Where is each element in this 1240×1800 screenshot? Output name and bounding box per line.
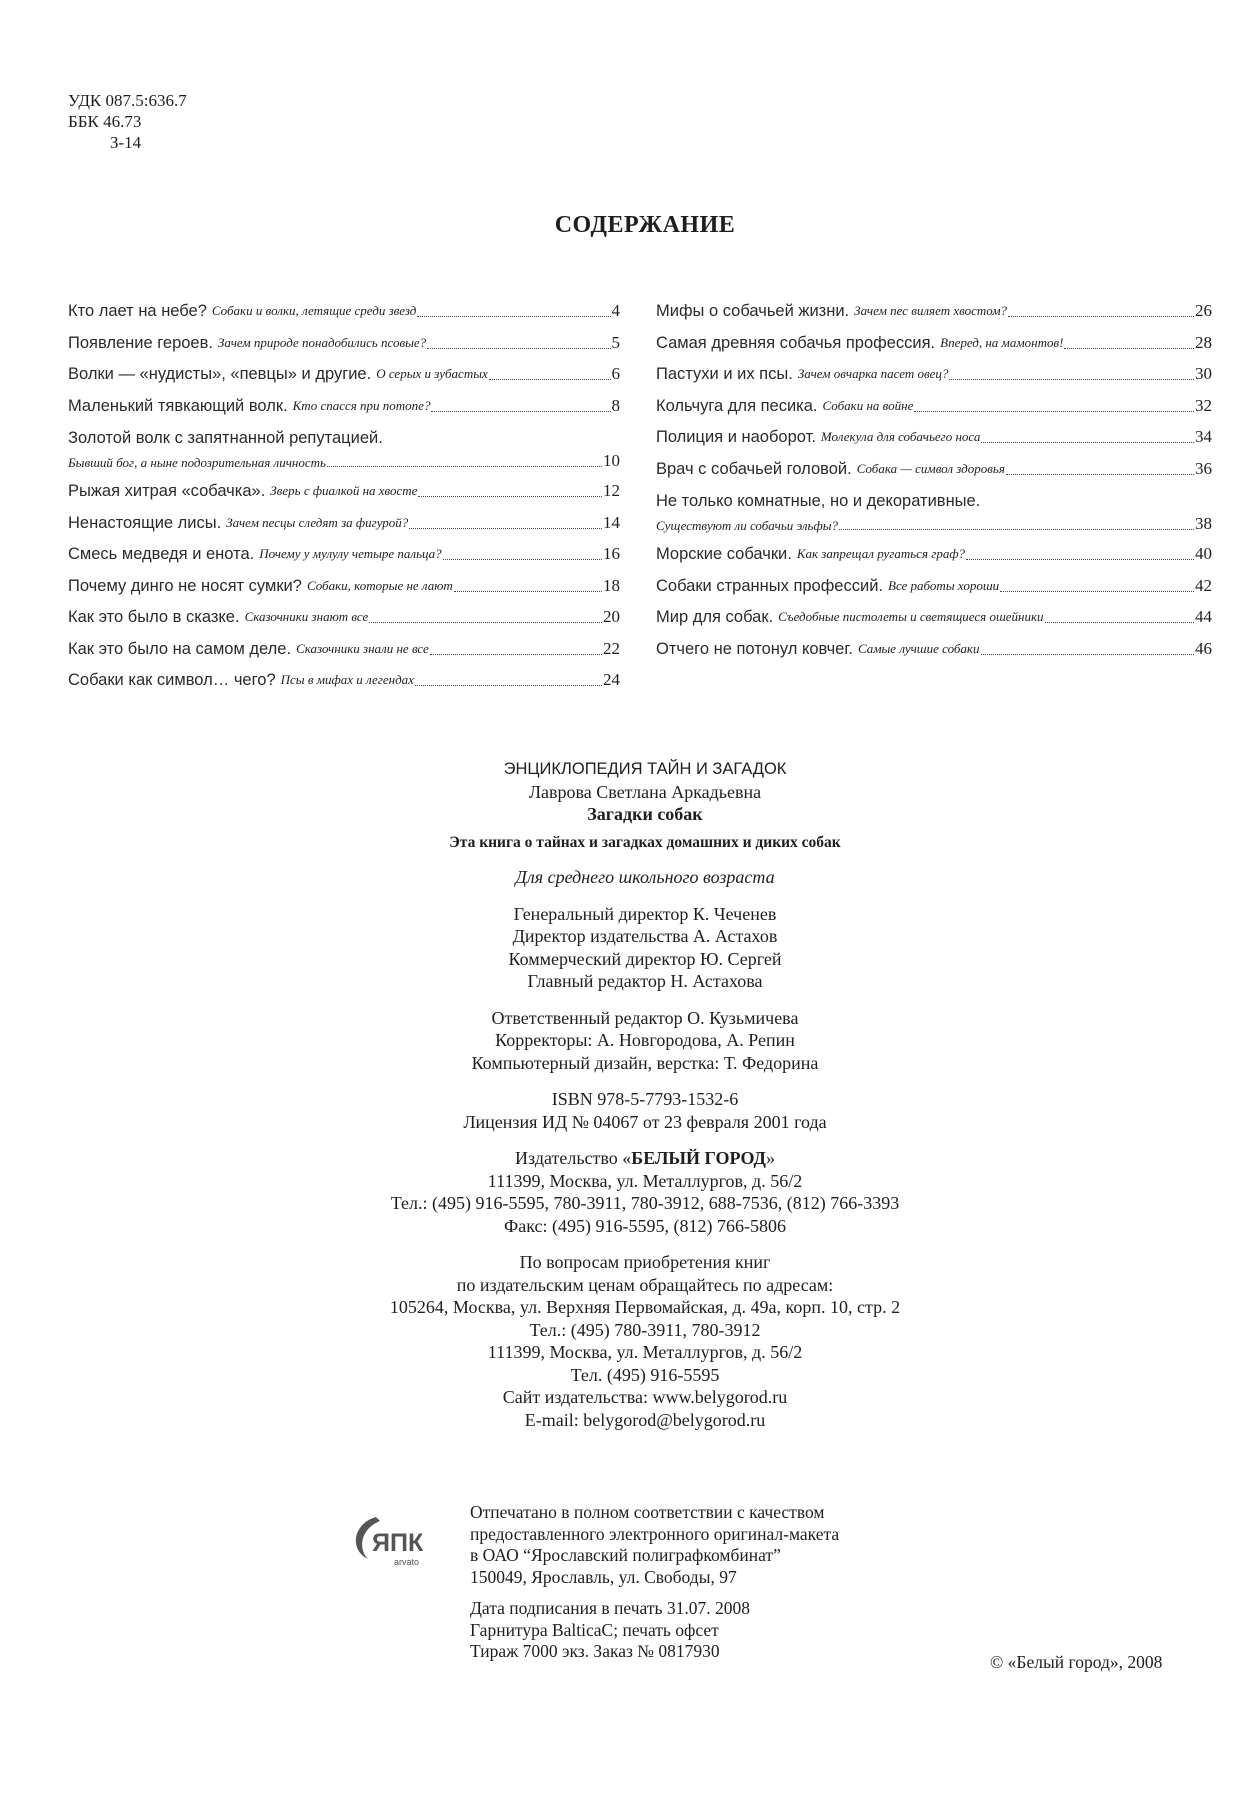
toc-leader-dots [949, 379, 1194, 380]
publisher-fax: Факс: (495) 916-5595, (812) 766-5806 [504, 1215, 786, 1236]
logo-text: ЯПК [372, 1529, 424, 1557]
toc-page-number: 22 [603, 638, 620, 658]
toc-leader-dots [418, 496, 602, 497]
toc-entry-title: Маленький тявкающий волк. [68, 396, 288, 415]
toc-entry-subtitle: Молекула для собачьего носа [820, 429, 981, 444]
toc-entry-title: Полиция и наоборот. [656, 428, 816, 446]
editor-line: Компьютерный дизайн, верстка: Т. Федорина [471, 1052, 819, 1073]
toc-entry [656, 575, 1212, 597]
toc-leader-dots [914, 411, 1194, 412]
print-date: Дата подписания в печать 31.07. 2008 [470, 1598, 750, 1618]
toc-entry [68, 575, 620, 597]
toc-entry-title: Морские собачки. [656, 545, 792, 563]
toc-left-column [68, 300, 620, 701]
toc-page-number: 42 [1195, 575, 1212, 595]
toc-leader-dots [1006, 474, 1194, 475]
toc-entry-subtitle: Бывший бог, а ныне подозрительная личность [68, 455, 326, 470]
toc-page-number: 12 [603, 481, 620, 500]
purchase-line: 105264, Москва, ул. Верхняя Первомайская, д. 49а, корп. 10, стр. 2 [389, 1297, 901, 1317]
contents-title: СОДЕРЖАНИЕ [554, 212, 736, 238]
publisher-suffix: » [765, 1148, 775, 1168]
toc-entry [68, 512, 620, 534]
editor-line: Корректоры: А. Новгородова, А. Репин [495, 1030, 795, 1050]
toc-leader-dots [839, 529, 1194, 530]
toc-leader-dots [427, 348, 610, 349]
toc-entry-subtitle: Собаки на войне [822, 397, 914, 413]
toc-leader-dots [369, 622, 602, 623]
publisher-name: БЕЛЫЙ ГОРОД [631, 1148, 766, 1168]
toc-entry-subtitle: Собака — символ здоровья [856, 460, 1005, 476]
toc-page-number: 16 [603, 544, 620, 563]
udk-code: УДК 087.5:636.7 [68, 91, 187, 110]
toc-entry-title: Мир для собак. [656, 608, 774, 626]
toc-leader-dots [1000, 591, 1194, 592]
toc-entry-title: Кто лает на небе? [68, 302, 207, 320]
circulation-line: Тираж 7000 экз. Заказ № 0817930 [470, 1641, 720, 1661]
toc-entry-title: Собаки странных профессий. [656, 576, 883, 595]
author-mark: З-14 [110, 133, 142, 152]
toc-page-number: 10 [603, 451, 620, 470]
toc-entry [68, 395, 620, 417]
toc-entry-subtitle: Зачем природе понадобились псовые? [217, 334, 427, 350]
toc-page-number: 20 [603, 607, 620, 626]
toc-leader-dots [1064, 348, 1194, 349]
copyright: © «Белый город», 2008 [990, 1652, 1163, 1672]
toc-entry [68, 426, 620, 472]
toc-leader-dots [454, 591, 602, 592]
toc-leader-dots [417, 316, 610, 317]
toc-entry-subtitle: Зачем овчарка пасет овец? [797, 366, 949, 381]
toc-entry-subtitle: Псы в мифах и легендах [280, 672, 414, 687]
toc-page-number: 24 [603, 670, 620, 689]
purchase-line: 111399, Москва, ул. Металлургов, д. 56/2 [487, 1342, 803, 1362]
toc-entry-subtitle: Зверь с фиалкой на хвосте [270, 483, 418, 498]
toc-entry [656, 489, 1212, 535]
toc-page-number: 4 [611, 301, 620, 320]
toc-entry-subtitle: Сказочники знали не все [296, 640, 429, 656]
typeface-line: Гарнитура BalticaC; печать офсет [470, 1619, 719, 1640]
toc-entry [68, 638, 620, 660]
toc-entry-title: Появление героев. [68, 333, 213, 352]
toc-entry-subtitle: Все работы хороши [888, 577, 1000, 593]
toc-entry [656, 606, 1212, 628]
book-annotation: Эта книга о тайнах и загадках домашних и диких собак [449, 833, 841, 851]
toc-entry-title: Не только комнатные, но и декоративные. [656, 492, 981, 510]
toc-entry [68, 300, 620, 322]
purchase-line: По вопросам приобретения книг [519, 1252, 771, 1272]
toc-page-number: 32 [1195, 395, 1212, 415]
staff-line: Коммерческий директор Ю. Сергей [508, 948, 782, 969]
toc-page-number: 18 [603, 575, 620, 595]
toc-page-number: 6 [611, 364, 620, 383]
logo-subtext: arvato [394, 1557, 420, 1567]
toc-entry-title: Собаки как символ… чего? [68, 671, 276, 689]
toc-entry-title: Как это было на самом деле. [68, 639, 292, 658]
toc-entry [68, 332, 620, 354]
publisher-name-line [0, 1147, 1240, 1170]
toc-page-number: 46 [1195, 638, 1212, 658]
toc-leader-dots [409, 528, 602, 529]
printed-line: Отпечатано в полном соответствии с качеством [470, 1502, 825, 1522]
toc-entry [656, 638, 1212, 660]
toc-leader-dots [489, 379, 611, 380]
toc-entry-title: Смесь медведя и енота. [68, 545, 255, 563]
toc-page-number: 38 [1195, 514, 1212, 533]
printer-logo-mark [346, 1505, 446, 1575]
toc-entry-subtitle: Кто спасся при потопе? [292, 397, 431, 413]
printed-line: 150049, Ярославль, ул. Свободы, 97 [470, 1566, 737, 1587]
toc-leader-dots [415, 685, 602, 686]
purchase-line: Тел.: (495) 780-3911, 780-3912 [529, 1319, 761, 1340]
toc-entry [68, 363, 620, 385]
toc-entry [656, 300, 1212, 322]
toc-leader-dots [1008, 316, 1194, 317]
toc-leader-dots [966, 559, 1194, 560]
toc-page-number: 5 [611, 332, 620, 352]
purchase-line: по издательским ценам обращайтесь по адресам: [456, 1274, 834, 1295]
toc-leader-dots [430, 654, 602, 655]
toc-entry-subtitle: Как запрещал ругаться граф? [796, 546, 966, 561]
toc-entry [68, 606, 620, 628]
toc-entry-title: Самая древняя собачья профессия. [656, 333, 936, 352]
toc-leader-dots [431, 411, 610, 412]
toc-entry [68, 480, 620, 502]
udk-bbk-block [68, 90, 187, 153]
staff-line: Главный редактор Н. Астахова [527, 971, 763, 991]
toc-page-number: 26 [1195, 301, 1212, 320]
toc-entry [656, 426, 1212, 448]
toc-leader-dots [1045, 622, 1194, 623]
toc-entry-subtitle: Собаки, которые не лают [306, 577, 453, 593]
toc-entry [656, 332, 1212, 354]
toc-leader-dots [981, 442, 1194, 443]
purchase-line: Тел. (495) 916-5595 [570, 1364, 720, 1385]
publisher-phones: Тел.: (495) 916-5595, 780-3911, 780-3912, 688-7536, (812) 766-3393 [390, 1193, 900, 1213]
toc-entry-subtitle: О серых и зубастых [376, 366, 488, 381]
toc-entry-subtitle: Вперед, на мамонтов! [940, 334, 1064, 350]
isbn: ISBN 978-5-7793-1532-6 [551, 1089, 739, 1109]
toc-entry-title: Почему динго не носят сумки? [68, 576, 302, 595]
printing-info [470, 1502, 839, 1663]
toc-entry [656, 363, 1212, 385]
toc-entry-subtitle: Зачем песцы следят за фигурой? [226, 514, 409, 530]
publisher-prefix: Издательство « [515, 1148, 632, 1168]
toc-entry [656, 543, 1212, 565]
toc-right-column [656, 300, 1212, 669]
toc-page-number: 44 [1195, 607, 1212, 626]
toc-leader-dots [443, 559, 602, 560]
toc-entry-subtitle: Сказочники знают все [244, 609, 369, 624]
toc-entry-title: Пастухи и их псы. [656, 365, 793, 383]
age-rating: Для среднего школьного возраста [515, 867, 775, 887]
toc-entry [68, 669, 620, 691]
toc-entry [656, 395, 1212, 417]
author-name: Лаврова Светлана Аркадьевна [528, 781, 762, 802]
toc-entry-title: Рыжая хитрая «собачка». [68, 482, 266, 500]
toc-entry-title: Отчего не потонул ковчег. [656, 639, 853, 658]
toc-entry-subtitle: Зачем пес виляет хвостом? [854, 303, 1008, 318]
bbk-code: ББК 46.73 [68, 112, 142, 131]
toc-page-number: 28 [1195, 332, 1212, 352]
toc-entry-title: Как это было в сказке. [68, 608, 240, 626]
toc-entry-subtitle: Почему у мулулу четыре пальца? [259, 546, 442, 561]
website-line: Сайт издательства: www.belygorod.ru [502, 1387, 788, 1407]
staff-line: Генеральный директор К. Чеченев [513, 903, 777, 924]
toc-entry-subtitle: Съедобные пистолеты и светящиеся ошейники [778, 609, 1044, 624]
printed-line: предоставленного электронного оригинал-макета [470, 1523, 840, 1544]
book-title: Загадки собак [587, 804, 703, 824]
printed-line: в ОАО “Ярославский полиграфкомбинат” [470, 1545, 781, 1565]
toc-entry-title: Врач с собачьей головой. [656, 459, 852, 478]
toc-page-number: 14 [603, 512, 620, 532]
toc-page-number: 36 [1195, 458, 1212, 478]
toc-entry-subtitle: Собаки и волки, летящие среди звезд [211, 303, 417, 318]
toc-entry-title: Ненастоящие лисы. [68, 513, 222, 532]
publisher-address: 111399, Москва, ул. Металлургов, д. 56/2 [487, 1170, 803, 1191]
toc-page-number: 40 [1195, 544, 1212, 563]
toc-leader-dots [327, 466, 602, 467]
toc-page-number: 30 [1195, 364, 1212, 383]
toc-entry-title: Волки — «нудисты», «певцы» и другие. [68, 365, 372, 383]
printer-logo [346, 1505, 446, 1575]
toc-entry-title: Мифы о собачьей жизни. [656, 302, 850, 320]
license: Лицензия ИД № 04067 от 23 февраля 2001 года [463, 1111, 827, 1132]
toc-entry-subtitle: Самые лучшие собаки [857, 640, 980, 656]
toc-page-number: 8 [611, 395, 620, 415]
toc-page-number: 34 [1195, 427, 1212, 446]
imprint-block [0, 758, 1240, 1431]
staff-line: Директор издательства А. Астахов [512, 926, 778, 946]
toc-entry [68, 543, 620, 565]
toc-entry-subtitle: Существуют ли собачьи эльфы? [656, 518, 839, 533]
toc-leader-dots [981, 654, 1194, 655]
toc-entry-title: Золотой волк с запятнанной репутацией. [68, 429, 383, 447]
toc-entry [656, 458, 1212, 480]
series-name: ЭНЦИКЛОПЕДИЯ ТАЙН И ЗАГАДОК [503, 760, 787, 778]
email-line: E-mail: belygorod@belygorod.ru [524, 1409, 766, 1430]
toc-entry-title: Кольчуга для песика. [656, 396, 818, 415]
editor-line: Ответственный редактор О. Кузьмичева [491, 1007, 799, 1028]
